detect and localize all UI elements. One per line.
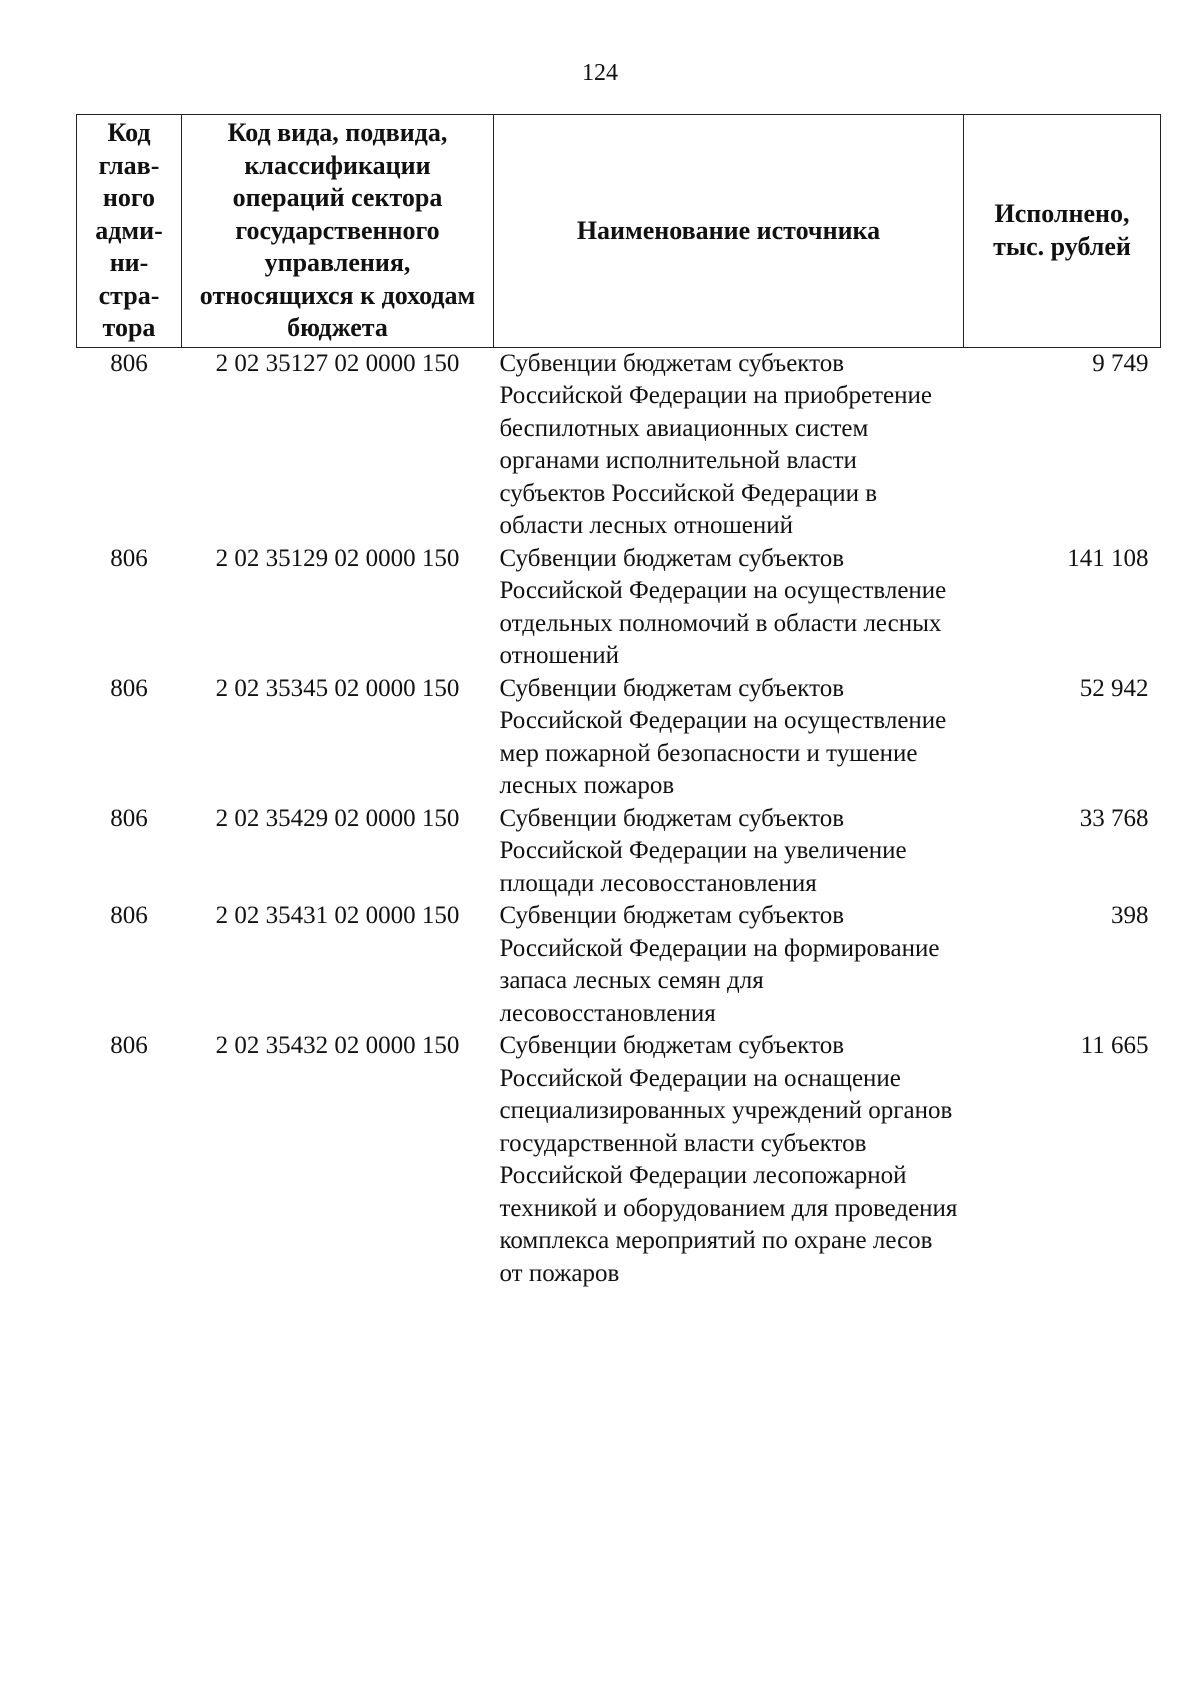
amount-cell: 52 942 <box>1079 674 1149 702</box>
amount-cell: 398 <box>1111 902 1149 929</box>
amount-cell: 141 108 <box>1067 544 1149 572</box>
budget-code-cell: 2 02 35432 02 0000 150 <box>215 1032 460 1059</box>
header-source-name: Наименование источника <box>494 115 964 348</box>
amount-cell: 33 768 <box>1079 804 1149 832</box>
admin-code-cell: 806 <box>110 544 148 572</box>
table-row <box>77 1030 1161 1290</box>
budget-code-cell: 2 02 35431 02 0000 150 <box>215 902 460 929</box>
header-executed: Исполнено, тыс. рублей <box>964 115 1161 348</box>
source-name-cell: Субвенции бюджетам субъектов Российской Федерации на оснащение специализированных учреждений органов государственной власти субъектов Российской Федерации лесопожарной техникой и оборудованием для проведения комплекса мероприятий по охране лесов от пожаров <box>499 1032 958 1287</box>
source-name-cell: Субвенции бюджетам субъектов Российской Федерации на осуществление отдельных полномочий в области лесных отношений <box>499 544 947 669</box>
source-name-cell: Субвенции бюджетам субъектов Российской Федерации на увеличение площади лесовосстановления <box>499 804 907 897</box>
header-type-code: Код вида, подвида, классификации операций сектора государственного управления, относящихся к доходам бюджета <box>182 115 494 348</box>
admin-code-cell: 806 <box>110 674 148 702</box>
table-row <box>77 900 1161 1030</box>
budget-code-cell: 2 02 35345 02 0000 150 <box>215 674 460 702</box>
amount-cell: 9 749 <box>1092 349 1149 377</box>
source-name-cell: Субвенции бюджетам субъектов Российской Федерации на формирование запаса лесных семян для лесовосстановления <box>499 902 940 1027</box>
page-number: 124 <box>582 60 618 86</box>
admin-code-cell: 806 <box>110 902 148 929</box>
table-row <box>77 673 1161 803</box>
revenue-table <box>76 114 1161 1290</box>
table-row <box>77 543 1161 673</box>
budget-code-cell: 2 02 35429 02 0000 150 <box>215 804 460 832</box>
table-row <box>77 347 1161 543</box>
table-header-row <box>77 115 1161 348</box>
header-admin-code: Код глав-ного адми-ни-стра-тора <box>77 115 182 348</box>
source-name-cell: Субвенции бюджетам субъектов Российской Федерации на осуществление мер пожарной безопасности и тушение лесных пожаров <box>499 674 947 799</box>
source-name-cell: Субвенции бюджетам субъектов Российской Федерации на приобретение беспилотных авиационных систем органами исполнительной власти субъектов Российской Федерации в области лесных отношений <box>499 349 932 539</box>
amount-cell: 11 665 <box>1080 1032 1149 1059</box>
admin-code-cell: 806 <box>110 349 148 377</box>
budget-code-cell: 2 02 35129 02 0000 150 <box>215 544 460 572</box>
budget-code-cell: 2 02 35127 02 0000 150 <box>215 349 460 377</box>
admin-code-cell: 806 <box>110 804 148 832</box>
table-row <box>77 803 1161 901</box>
admin-code-cell: 806 <box>110 1032 148 1059</box>
